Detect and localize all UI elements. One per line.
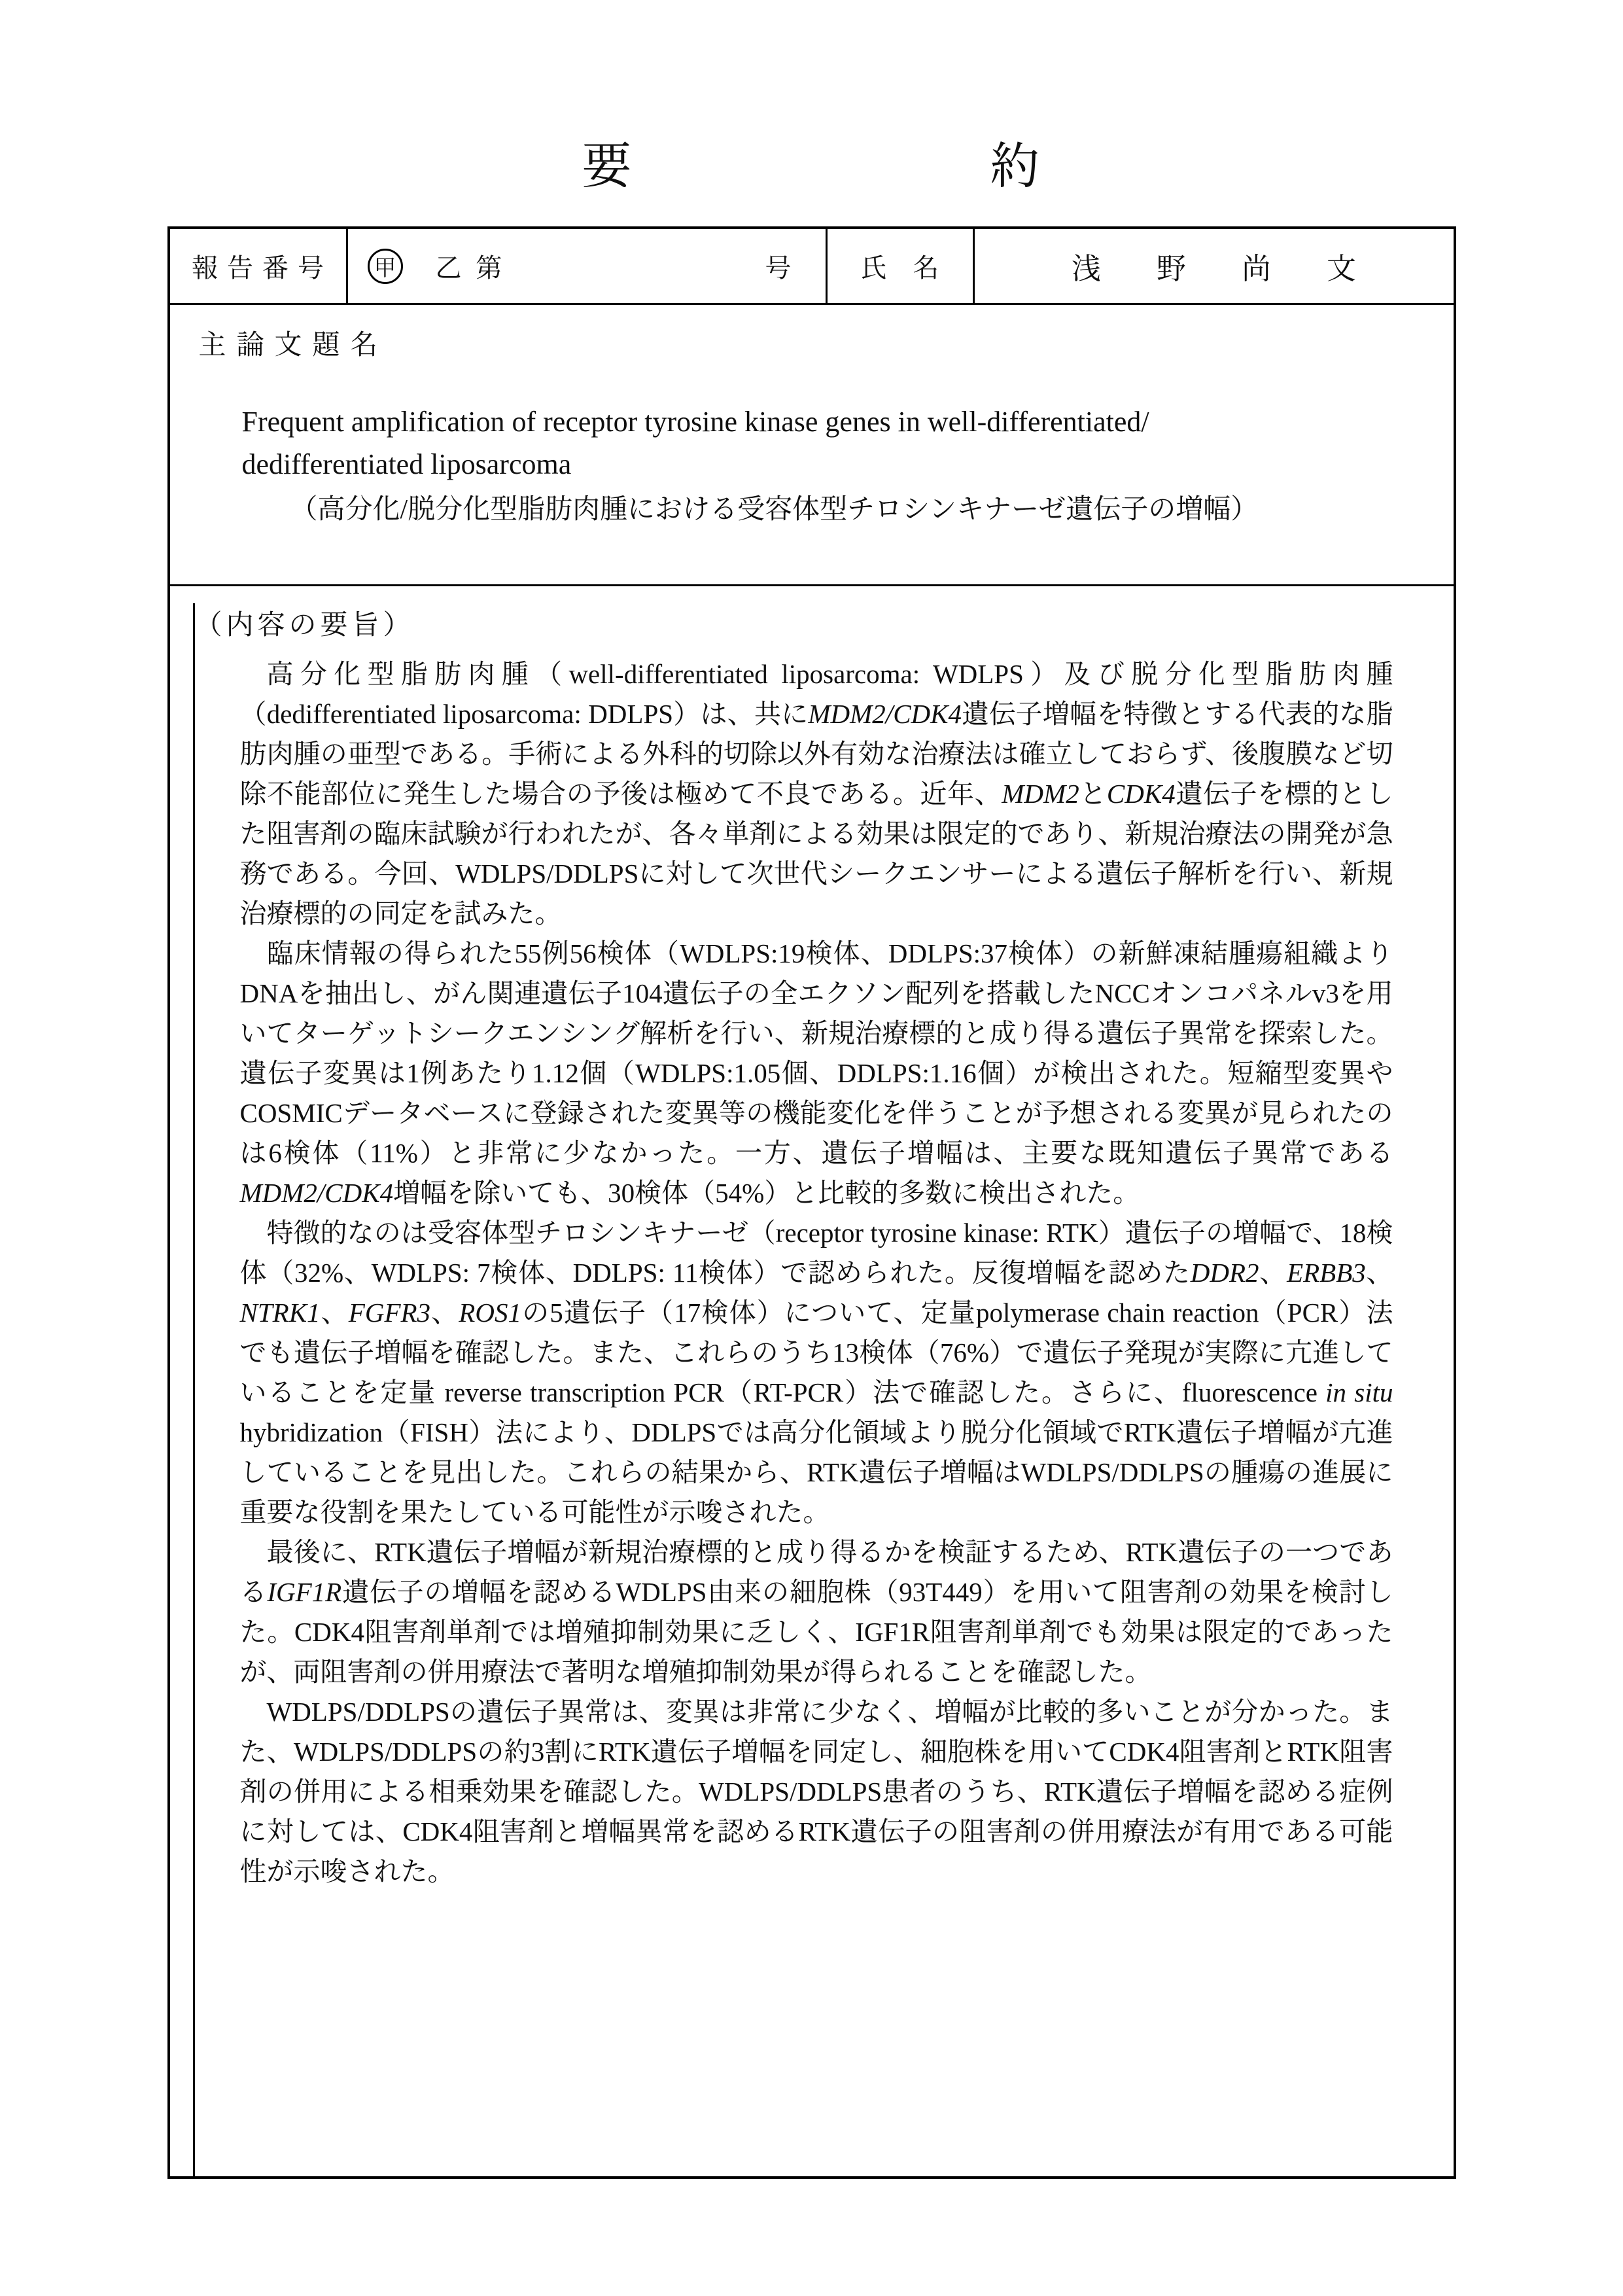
abstract-section-label: （内容の要旨） — [194, 610, 415, 641]
abstract-paragraph: 特徴的なのは受容体型チロシンキナーゼ（receptor tyrosine kinase: RTK）遺伝子の増幅で、18検体（32%、WDLPS: 7検体、DDLPS: 11検体）で認められた。反復増幅を認めたDDR2、ERBB3、NTRK1、FGFR3、ROS1の5遺伝子（17検体）について、定量polymerase chain reaction（PCR）法でも遺伝子増幅を確認した。また、これらのうち13検体（76%）で遺伝子発現が実際に亢進していることを定量 reverse transcription PCR（RT-PCR）法で確認した。さらに、fluorescence in situ hybridization（FISH）法により、DDLPSでは高分化領域より脱分化領域でRTK遺伝子増幅が亢進していることを見出した。これらの結果から、RTK遺伝子増幅はWDLPS/DDLPSの腫瘍の進展に重要な役割を果たしている可能性が示唆された。 — [239, 1218, 1393, 1527]
report-number-prefix: 第 — [476, 253, 502, 283]
report-type-otsu: 乙 — [435, 253, 462, 283]
report-number-label: 報告番号 — [170, 229, 348, 303]
thesis-title-section — [170, 305, 1454, 586]
report-number-cell — [348, 229, 828, 303]
gutter-divider-line — [193, 603, 195, 2176]
abstract-section — [170, 603, 1454, 2176]
abstract-paragraphs — [240, 654, 1393, 1892]
thesis-title-en-line1: Frequent amplification of receptor tyrosine kinase genes in well-differentiated/ — [241, 406, 1149, 438]
thesis-section-label: 主論文題名 — [198, 330, 389, 361]
abstract-paragraph: 最後に、RTK遺伝子増幅が新規治療標的と成り得るかを検証するため、RTK遺伝子の一つであるIGF1R遺伝子の増幅を認めるWDLPS由来の細胞株（93T449）を用いて阻害剤の効果を検討した。CDK4阻害剤単剤では増殖抑制効果に乏しく、IGF1R阻害剤単剤でも効果は限定的であったが、両阻害剤の併用療法で著明な増殖抑制効果が得られることを確認した。 — [239, 1537, 1393, 1687]
abstract-paragraph: 高分化型脂肪肉腫（well-differentiated liposarcoma: WDLPS）及び脱分化型脂肪肉腫（dedifferentiated liposarcoma: DDLPS）は、共にMDM2/CDK4遺伝子増幅を特徴とする代表的な脂肪肉腫の亜型である。手術による外科的切除以外有効な治療法は確立しておらず、後腹膜など切除不能部位に発生した場合の予後は極めて不良である。近年、MDM2とCDK4遺伝子を標的とした阻害剤の臨床試験が行われたが、各々単剤による効果は限定的であり、新規治療法の開発が急務である。今回、WDLPS/DDLPSに対して次世代シークエンサーによる遺伝子解析を行い、新規治療標的の同定を試みた。 — [239, 659, 1393, 928]
report-type-circled-kou: 甲 — [368, 249, 403, 284]
thesis-title-english — [242, 400, 1414, 486]
abstract-paragraph: WDLPS/DDLPSの遺伝子異常は、変異は非常に少なく、増幅が比較的多いことが分かった。また、WDLPS/DDLPSの約3割にRTK遺伝子増幅を同定し、細胞株を用いてCDK4阻害剤とRTK阻害剤の併用による相乗効果を確認した。WDLPS/DDLPS患者のうち、RTK遺伝子増幅を認める症例に対しては、CDK4阻害剤と増幅異常を認めるRTK遺伝子の阻害剤の併用療法が有用である可能性が示唆された。 — [239, 1697, 1393, 1886]
report-number-suffix: 号 — [765, 253, 792, 283]
name-label: 氏 名 — [828, 229, 975, 303]
abstract-paragraph: 臨床情報の得られた55例56検体（WDLPS:19検体、DDLPS:37検体）の新鮮凍結腫瘍組織よりDNAを抽出し、がん関連遺伝子104遺伝子の全エクソン配列を搭載したNCCオンコパネルv3を用いてターゲットシークエンシング解析を行い、新規治療標的と成り得る遺伝子異常を探索した。遺伝子変異は1例あたり1.12個（WDLPS:1.05個、DDLPS:1.16個）が検出された。短縮型変異やCOSMICデータベースに登録された変異等の機能変化を伴うことが予想される変異が見られたのは6検体（11%）と非常に少なかった。一方、遺伝子増幅は、主要な既知遺伝子異常であるMDM2/CDK4増幅を除いても、30検体（54%）と比較的多数に検出された。 — [239, 938, 1393, 1208]
name-value: 浅 野 尚 文 — [1071, 253, 1369, 285]
thesis-title-japanese: （高分化/脱分化型脂肪肉腫における受容体型チロシンキナーゼ遺伝子の増幅） — [290, 495, 1259, 525]
header-row — [170, 229, 1454, 305]
summary-table — [167, 226, 1456, 2179]
page-title: 要 約 — [582, 139, 1041, 194]
thesis-title-en-line2: dedifferentiated liposarcoma — [241, 448, 572, 480]
